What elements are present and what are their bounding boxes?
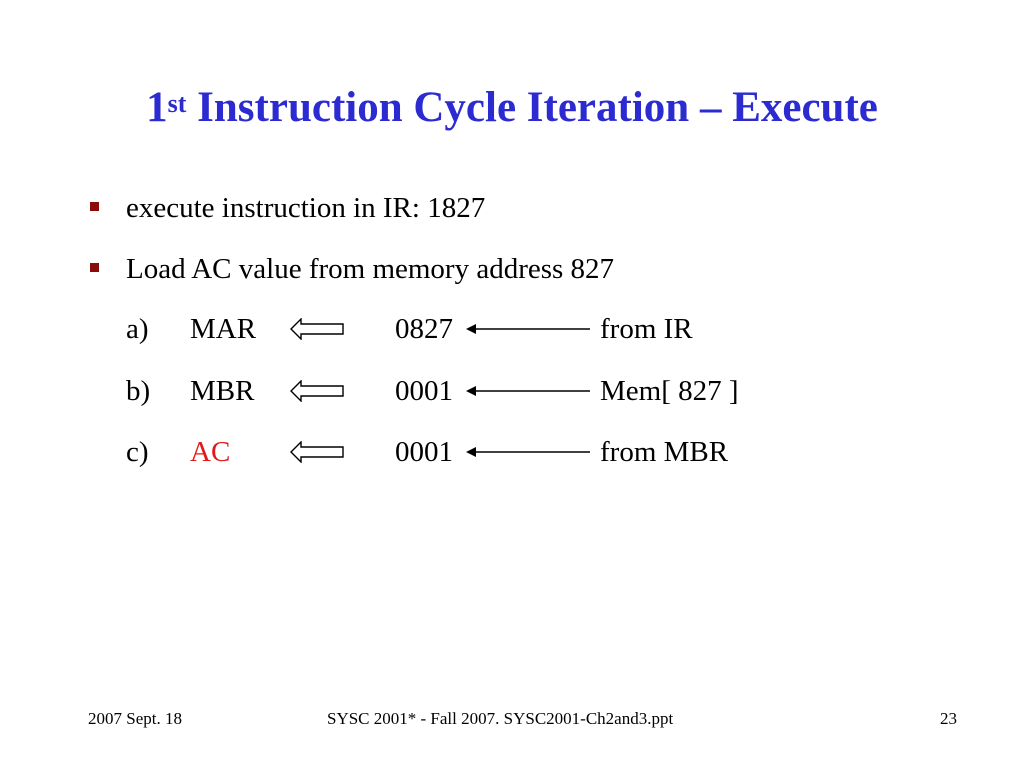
- step-letter: a): [126, 313, 149, 345]
- thin-left-arrow-icon: [466, 321, 590, 337]
- step-row-c: [0, 434, 1024, 474]
- step-letter: c): [126, 436, 149, 468]
- step-row-b: [0, 373, 1024, 413]
- step-source: from MBR: [600, 436, 729, 468]
- thin-left-arrow-icon: [466, 444, 590, 460]
- step-register: MAR: [190, 313, 257, 345]
- step-value: 0001: [395, 375, 453, 407]
- title-text: Instruction Cycle Iteration – Execute: [186, 84, 878, 131]
- square-bullet-icon: [90, 202, 99, 211]
- step-source: Mem[ 827 ]: [600, 375, 739, 407]
- slide-title: [0, 78, 1024, 138]
- step-value: 0827: [395, 313, 453, 345]
- step-letter: b): [126, 375, 151, 407]
- hollow-left-arrow-icon: [290, 380, 344, 402]
- hollow-left-arrow-icon: [290, 441, 344, 463]
- step-register-highlighted: AC: [190, 436, 231, 468]
- footer-course: SYSC 2001* - Fall 2007. SYSC2001-Ch2and3.ppt: [327, 709, 674, 728]
- step-value: 0001: [395, 436, 453, 468]
- title-ordinal-suffix: st: [167, 89, 187, 118]
- thin-left-arrow-icon: [466, 383, 590, 399]
- footer-date: 2007 Sept. 18: [88, 709, 182, 728]
- hollow-left-arrow-icon: [290, 318, 344, 340]
- step-row-a: [0, 311, 1024, 351]
- title-ordinal: 1: [146, 84, 168, 131]
- bullet-text: execute instruction in IR: 1827: [126, 192, 486, 224]
- square-bullet-icon: [90, 263, 99, 272]
- step-source: from IR: [600, 313, 693, 345]
- bullet-text: Load AC value from memory address 827: [126, 253, 615, 285]
- step-register: MBR: [190, 375, 255, 407]
- footer-page-number: 23: [940, 709, 957, 728]
